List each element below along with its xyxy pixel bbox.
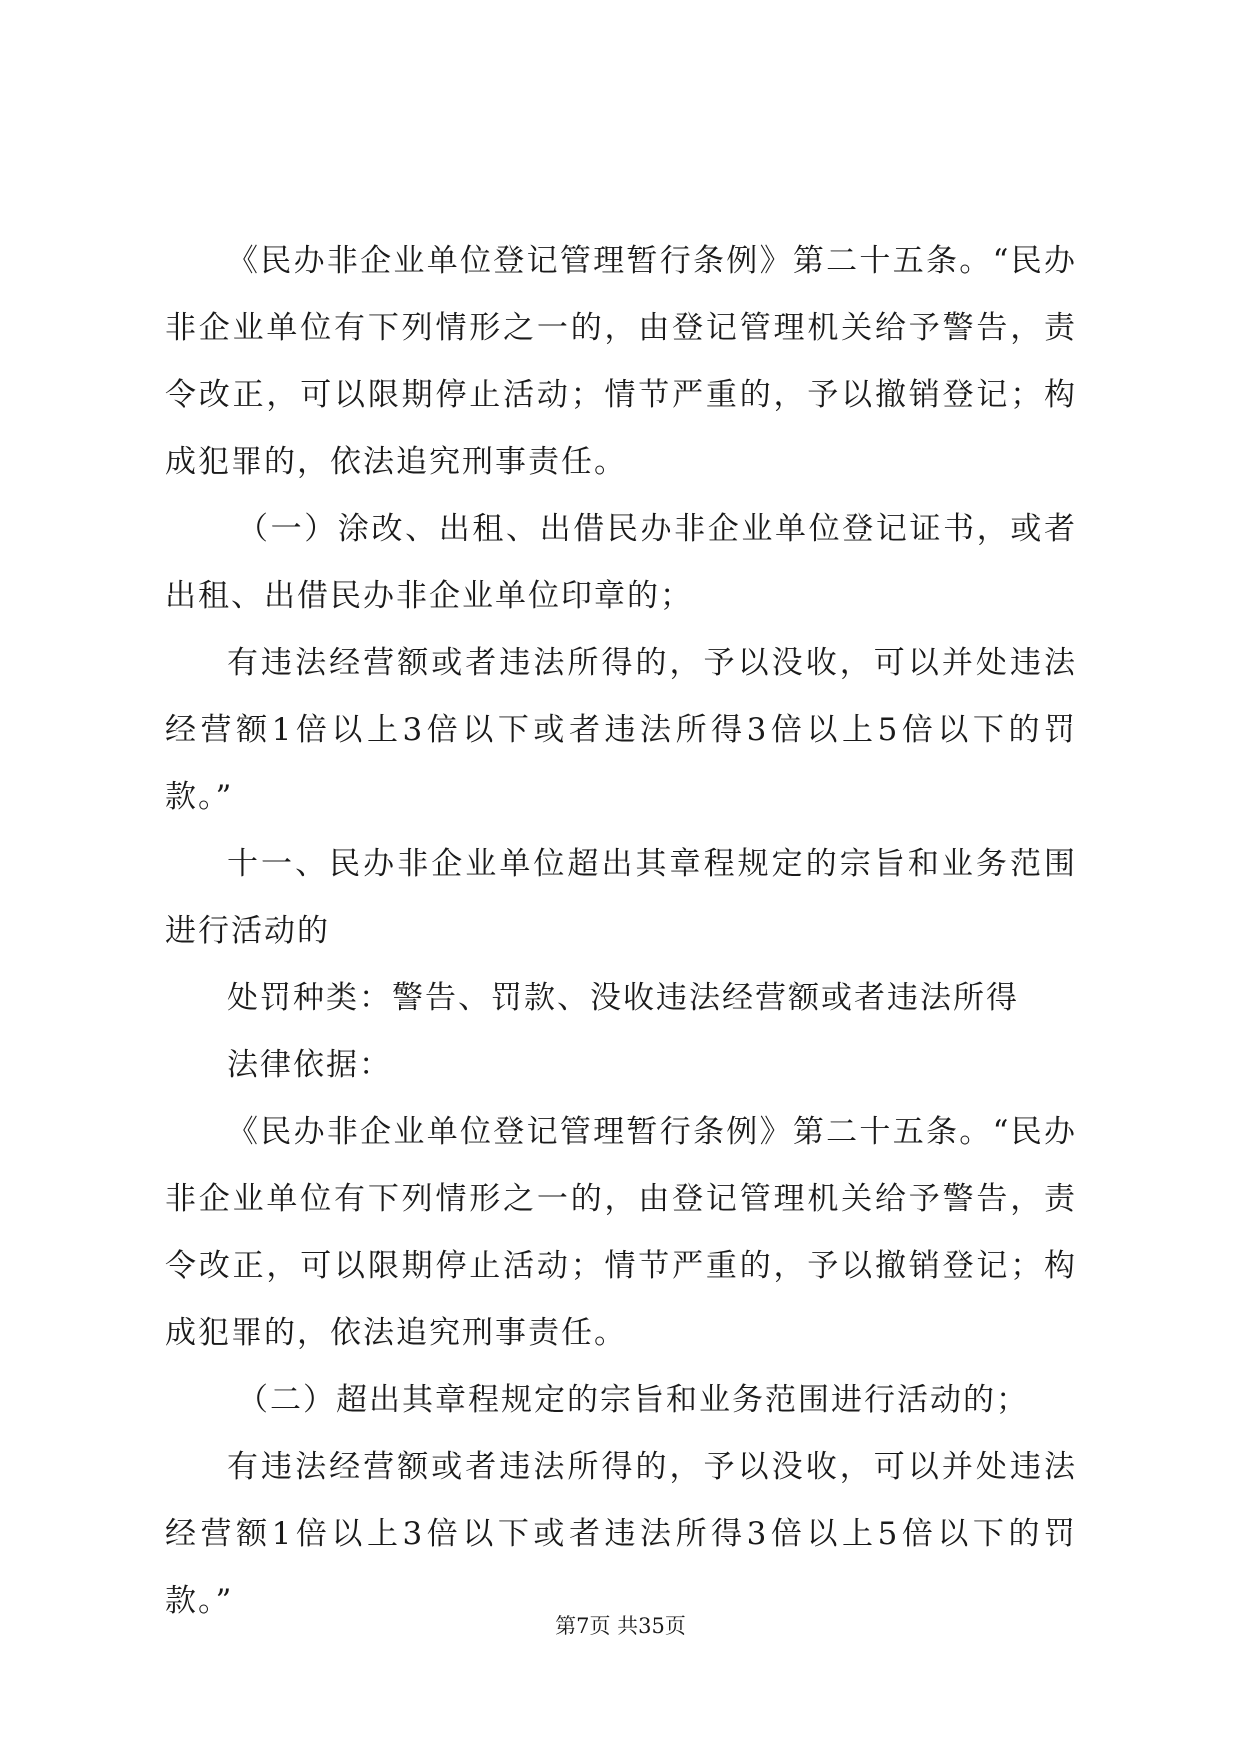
document-body [165, 228, 1077, 1635]
paragraph-item-one: （一）涂改、出租、出借民办非企业单位登记证书，或者出租、出借民办非企业单位印章的； [165, 511, 1077, 614]
paragraph-penalty-clause: 有违法经营额或者违法所得的，予以没收，可以并处违法经营额1倍以上3倍以下或者违法所得3倍以上5倍以下的罚款。” [165, 645, 1077, 815]
paragraph-penalty-types: 处罚种类：警告、罚款、没收违法经营额或者违法所得 [227, 980, 1019, 1016]
paragraph-penalty-clause-2: 有违法经营额或者违法所得的，予以没收，可以并处违法经营额1倍以上3倍以下或者违法所得3倍以上5倍以下的罚款。” [165, 1449, 1077, 1619]
page-number-footer: 第7页 共35页 [555, 1614, 686, 1638]
paragraph-section-heading: 十一、民办非企业单位超出其章程规定的宗旨和业务范围进行活动的 [165, 846, 1077, 949]
paragraph-regulation-citation: 《民办非企业单位登记管理暂行条例》第二十五条。“民办非企业单位有下列情形之一的，由登记管理机关给予警告，责令改正，可以限期停止活动；情节严重的，予以撤销登记；构成犯罪的，依法追究刑事责任。 [165, 243, 1077, 480]
paragraph-legal-basis-label: 法律依据： [227, 1047, 392, 1083]
paragraph-regulation-citation-2: 《民办非企业单位登记管理暂行条例》第二十五条。“民办非企业单位有下列情形之一的，由登记管理机关给予警告，责令改正，可以限期停止活动；情节严重的，予以撤销登记；构成犯罪的，依法追究刑事责任。 [165, 1114, 1077, 1351]
paragraph-item-two: （二）超出其章程规定的宗旨和业务范围进行活动的； [237, 1382, 1029, 1418]
